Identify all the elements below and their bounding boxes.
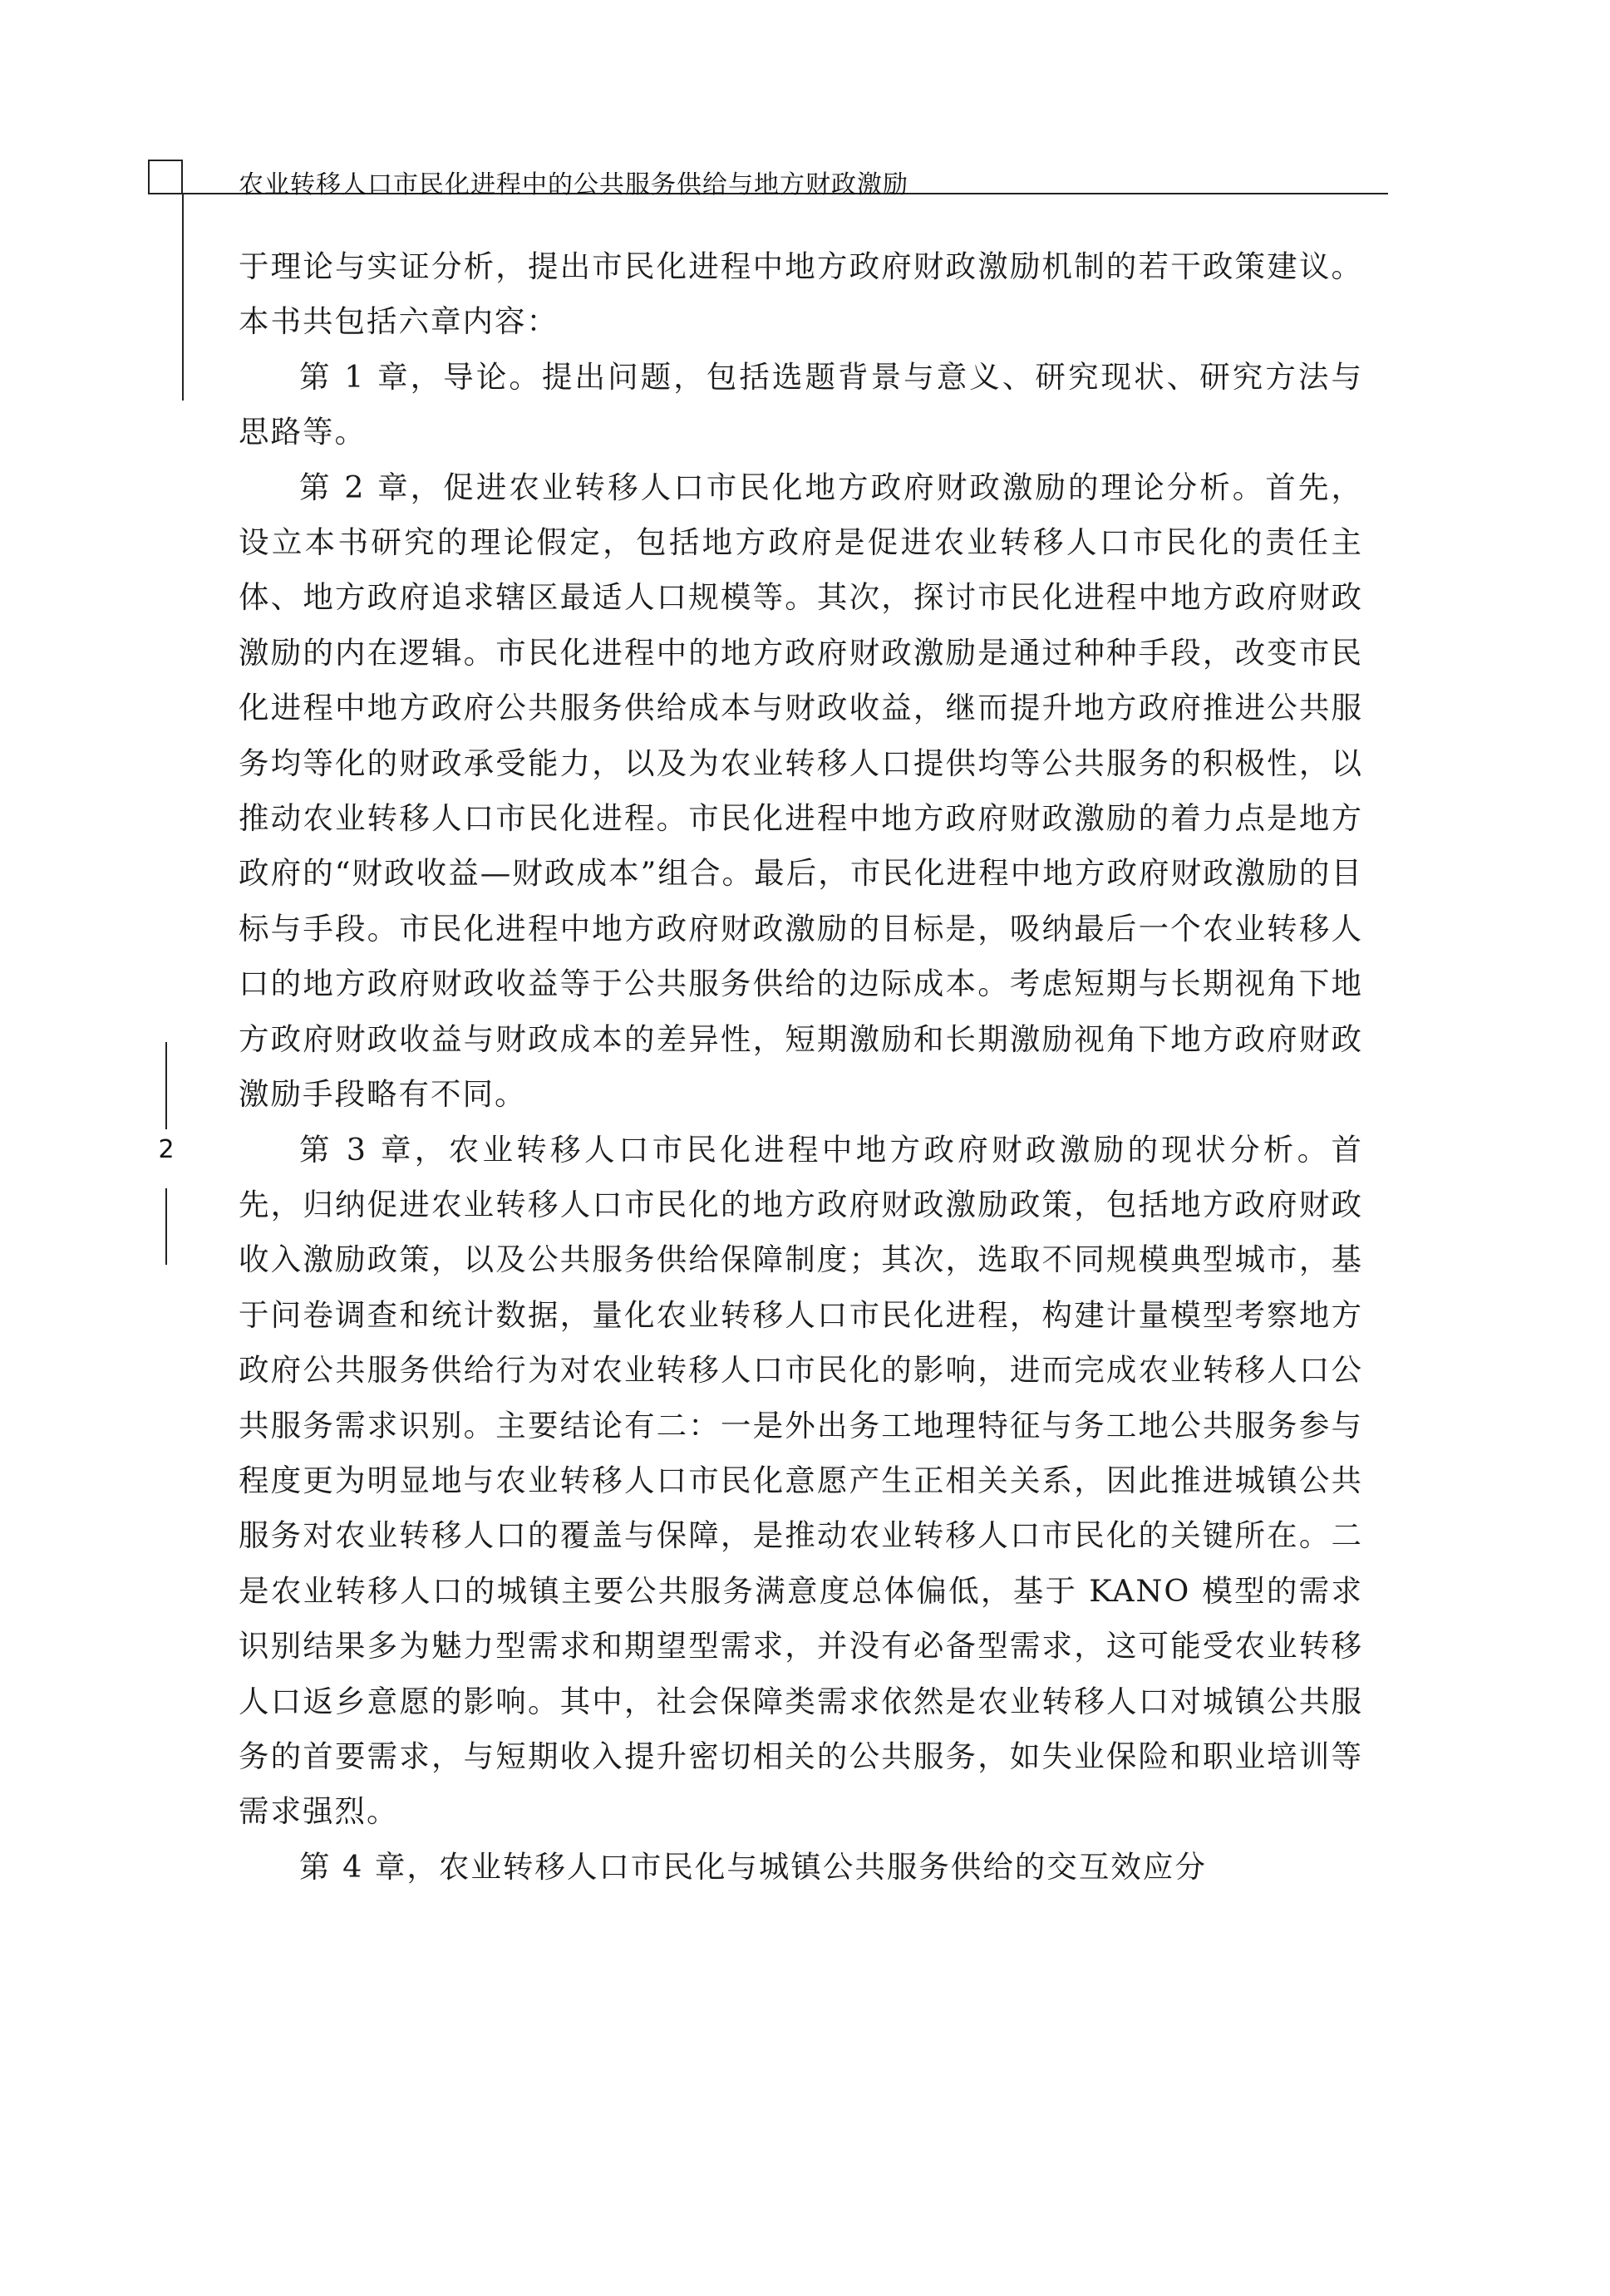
page-number-rule-bottom — [165, 1188, 167, 1265]
page-number: 2 — [158, 1135, 175, 1164]
page-number-rule-top — [165, 1042, 167, 1129]
paragraph-chapter-3: 第 3 章，农业转移人口市民化进程中地方政府财政激励的现状分析。首先，归纳促进农业转移人口市民化的地方政府财政激励政策，包括地方政府财政收入激励政策，以及公共服务供给保障制度；其次，选取不同规模典型城市，基于问卷调查和统计数据，量化农业转移人口市民化进程，构建计量模型考察地方政府公共服务供给行为对农业转移人口市民化的影响，进而完成农业转移人口公共服务需求识别。主要结论有二：一是外出务工地理特征与务工地公共服务参与程度更为明显地与农业转移人口市民化意愿产生正相关关系，因此推进城镇公共服务对农业转移人口的覆盖与保障，是推动农业转移人口市民化的关键所在。二是农业转移人口的城镇主要公共服务满意度总体偏低，基于 KANO 模型的需求识别结果多为魅力型需求和期望型需求，并没有必备型需求，这可能受农业转移人口返乡意愿的影响。其中，社会保障类需求依然是农业转移人口对城镇公共服务的首要需求，与短期收入提升密切相关的公共服务，如失业保险和职业培训等需求强烈。 — [239, 1131, 1363, 1830]
paragraph-chapter-4: 第 4 章，农业转移人口市民化与城镇公共服务供给的交互效应分 — [299, 1848, 1207, 1885]
body-text — [239, 239, 1363, 1895]
running-title: 农业转移人口市民化进程中的公共服务供给与地方财政激励 — [239, 170, 908, 199]
header-corner-box — [148, 160, 183, 194]
paragraph-chapter-2: 第 2 章，促进农业转移人口市民化地方政府财政激励的理论分析。首先，设立本书研究的理论假定，包括地方政府是促进农业转移人口市民化的责任主体、地方政府追求辖区最适人口规模等。其次，探讨市民化进程中地方政府财政激励的内在逻辑。市民化进程中的地方政府财政激励是通过种种手段，改变市民化进程中地方政府公共服务供给成本与财政收益，继而提升地方政府推进公共服务均等化的财政承受能力，以及为农业转移人口提供均等公共服务的积极性，以推动农业转移人口市民化进程。市民化进程中地方政府财政激励的着力点是地方政府的“财政收益—财政成本”组合。最后，市民化进程中地方政府财政激励的目标与手段。市民化进程中地方政府财政激励的目标是，吸纳最后一个农业转移人口的地方政府财政收益等于公共服务供给的边际成本。考虑短期与长期视角下地方政府财政收益与财政成本的差异性，短期激励和长期激励视角下地方政府财政激励手段略有不同。 — [239, 469, 1363, 1113]
paragraph-continued: 于理论与实证分析，提出市民化进程中地方政府财政激励机制的若干政策建议。本书共包括六章内容： — [239, 248, 1363, 340]
header-vertical-rule — [182, 193, 184, 401]
paragraph-chapter-1: 第 1 章，导论。提出问题，包括选题背景与意义、研究现状、研究方法与思路等。 — [239, 358, 1363, 450]
